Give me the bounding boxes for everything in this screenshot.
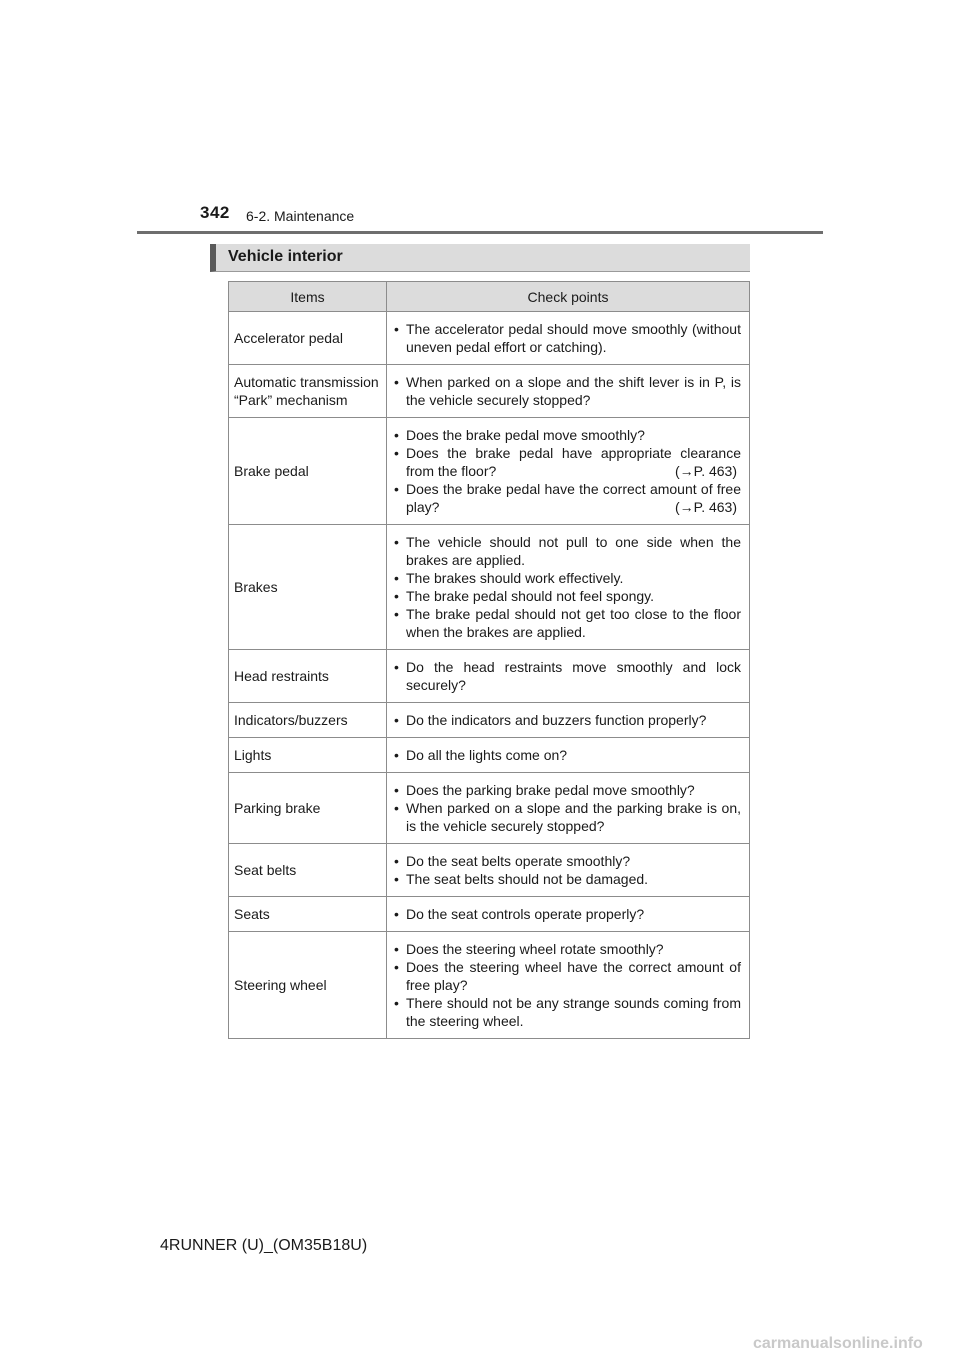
table-header-row bbox=[229, 282, 750, 312]
check-points-cell bbox=[387, 773, 750, 844]
table-row bbox=[229, 844, 750, 897]
column-header-items: Items bbox=[229, 282, 387, 312]
item-cell: Accelerator pedal bbox=[229, 312, 387, 365]
section-label: 6-2. Maintenance bbox=[246, 208, 355, 224]
check-point-text: The brakes should work effectively. bbox=[406, 570, 624, 586]
check-point bbox=[394, 373, 741, 409]
watermark: carmanualsonline.info bbox=[753, 1335, 923, 1352]
item-cell: Steering wheel bbox=[229, 932, 387, 1039]
check-points-cell bbox=[387, 703, 750, 738]
table-row bbox=[229, 773, 750, 844]
check-points-cell bbox=[387, 932, 750, 1039]
check-points-list bbox=[394, 940, 741, 1030]
header-rule bbox=[137, 231, 823, 234]
check-point-text: The vehicle should not pull to one side when the brakes are applied. bbox=[406, 534, 741, 568]
check-point bbox=[394, 587, 741, 605]
table-row bbox=[229, 738, 750, 773]
check-point bbox=[394, 320, 741, 356]
check-points-cell bbox=[387, 738, 750, 773]
check-point-text: Does the brake pedal have appropriate clearance from the floor? bbox=[406, 445, 741, 479]
check-point-text: Do the seat controls operate properly? bbox=[406, 906, 645, 922]
check-points-list bbox=[394, 533, 741, 641]
table-row bbox=[229, 703, 750, 738]
check-point-text: Does the steering wheel have the correct amount of free play? bbox=[406, 959, 741, 993]
table-row bbox=[229, 525, 750, 650]
check-points-list bbox=[394, 658, 741, 694]
check-points-list bbox=[394, 852, 741, 888]
check-point bbox=[394, 426, 741, 444]
check-point bbox=[394, 940, 741, 958]
check-point bbox=[394, 711, 741, 729]
check-point-text: Does the parking brake pedal move smoothly? bbox=[406, 782, 695, 798]
section-heading bbox=[210, 244, 750, 272]
check-points-cell bbox=[387, 525, 750, 650]
page-reference: (→P. 463) bbox=[675, 463, 737, 479]
check-point bbox=[394, 799, 741, 835]
section-heading-text: Vehicle interior bbox=[228, 248, 343, 265]
check-table bbox=[228, 281, 750, 1039]
check-point bbox=[394, 569, 741, 587]
check-point bbox=[394, 852, 741, 870]
check-points-cell bbox=[387, 365, 750, 418]
item-cell: Indicators/buzzers bbox=[229, 703, 387, 738]
check-point-text: When parked on a slope and the parking brake is on, is the vehicle securely stopped? bbox=[406, 800, 741, 834]
item-cell: Lights bbox=[229, 738, 387, 773]
check-points-cell bbox=[387, 312, 750, 365]
item-cell: Brakes bbox=[229, 525, 387, 650]
check-point-text: Does the brake pedal move smoothly? bbox=[406, 427, 645, 443]
check-point bbox=[394, 958, 741, 994]
check-point bbox=[394, 870, 741, 888]
check-points-list bbox=[394, 905, 741, 923]
item-cell: Parking brake bbox=[229, 773, 387, 844]
check-point bbox=[394, 994, 741, 1030]
check-points-list bbox=[394, 746, 741, 764]
check-point bbox=[394, 480, 741, 516]
item-cell: Brake pedal bbox=[229, 418, 387, 525]
table-row bbox=[229, 312, 750, 365]
check-point-text: There should not be any strange sounds coming from the steering wheel. bbox=[406, 995, 741, 1029]
check-points-cell bbox=[387, 418, 750, 525]
column-header-check-points: Check points bbox=[387, 282, 750, 312]
check-point-text: Do the seat belts operate smoothly? bbox=[406, 853, 631, 869]
check-point bbox=[394, 444, 741, 480]
check-points-cell bbox=[387, 650, 750, 703]
check-point bbox=[394, 533, 741, 569]
item-cell: Seat belts bbox=[229, 844, 387, 897]
page-number: 342 bbox=[200, 203, 230, 222]
footer-model: 4RUNNER (U)_(OM35B18U) bbox=[160, 1237, 368, 1254]
table-row bbox=[229, 932, 750, 1039]
check-points-list bbox=[394, 781, 741, 835]
item-cell: Automatic transmission “Park” mechanism bbox=[229, 365, 387, 418]
check-points-list bbox=[394, 373, 741, 409]
table-row bbox=[229, 365, 750, 418]
page-reference: (→P. 463) bbox=[675, 499, 737, 515]
check-points-list bbox=[394, 320, 741, 356]
table-row bbox=[229, 418, 750, 525]
check-point bbox=[394, 746, 741, 764]
check-point-text: Do the indicators and buzzers function properly? bbox=[406, 712, 707, 728]
check-points-cell bbox=[387, 844, 750, 897]
check-point-text: The brake pedal should not get too close to the floor when the brakes are applied. bbox=[406, 606, 741, 640]
check-point-text: The brake pedal should not feel spongy. bbox=[406, 588, 655, 604]
check-point-text: The accelerator pedal should move smoothly (without uneven pedal effort or catching). bbox=[406, 321, 741, 355]
check-point bbox=[394, 605, 741, 641]
check-point bbox=[394, 781, 741, 799]
check-point-text: Does the steering wheel rotate smoothly? bbox=[406, 941, 664, 957]
item-cell: Head restraints bbox=[229, 650, 387, 703]
item-cell: Seats bbox=[229, 897, 387, 932]
table-row bbox=[229, 897, 750, 932]
check-point-text: Do all the lights come on? bbox=[406, 747, 568, 763]
check-point-text: When parked on a slope and the shift lever is in P, is the vehicle securely stopped? bbox=[406, 374, 741, 408]
check-points-list bbox=[394, 711, 741, 729]
check-points-list bbox=[394, 426, 741, 516]
check-point-text: The seat belts should not be damaged. bbox=[406, 871, 649, 887]
check-point bbox=[394, 658, 741, 694]
check-point bbox=[394, 905, 741, 923]
table-row bbox=[229, 650, 750, 703]
check-point-text: Do the head restraints move smoothly and lock securely? bbox=[406, 659, 741, 693]
check-points-cell bbox=[387, 897, 750, 932]
check-point-text: Does the brake pedal have the correct amount of free play? bbox=[406, 481, 741, 515]
